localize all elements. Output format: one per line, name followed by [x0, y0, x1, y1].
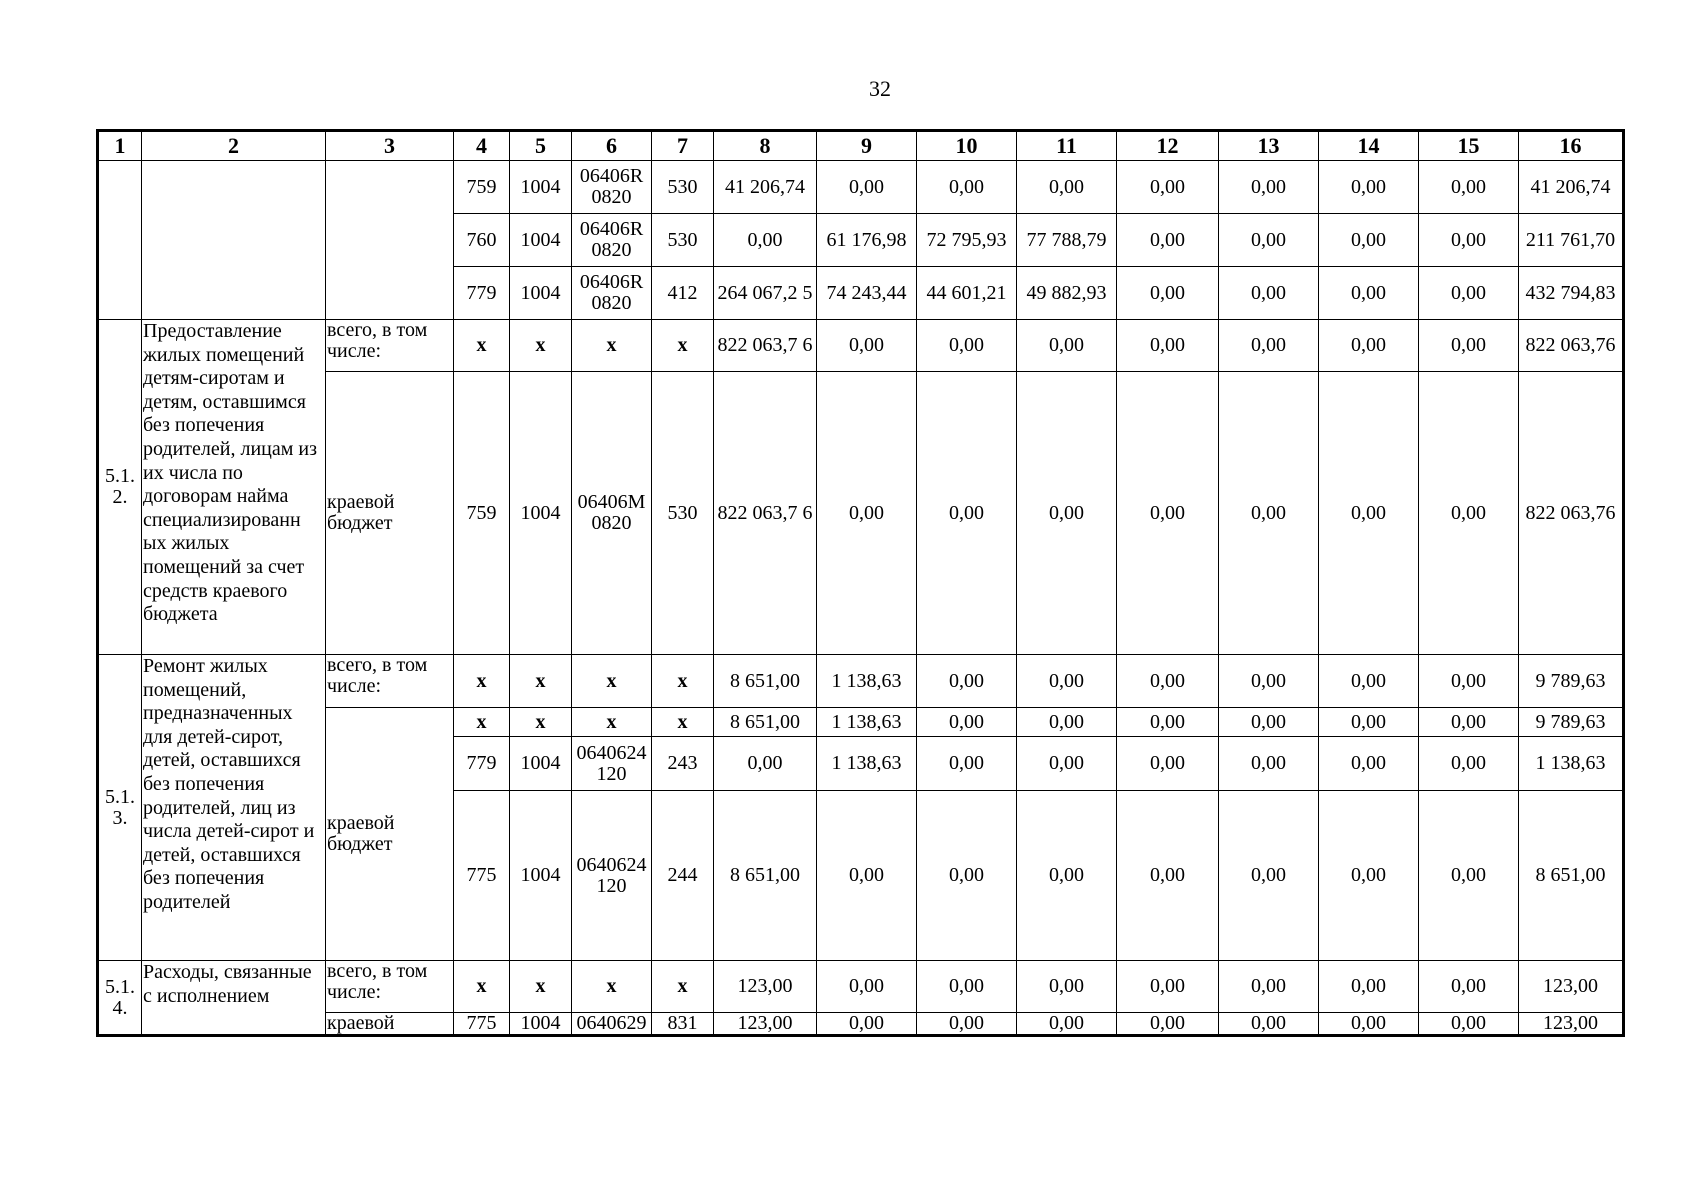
target-code: x — [572, 320, 652, 372]
section-code: 1004 — [510, 214, 572, 267]
value-cell: 0,00 — [1219, 791, 1319, 961]
value-cell: 0,00 — [1419, 708, 1519, 737]
value-cell: 264 067,2 5 — [714, 267, 817, 320]
value-cell: 0,00 — [1117, 961, 1219, 1013]
header-cell: 2 — [142, 131, 326, 161]
header-cell: 5 — [510, 131, 572, 161]
value-cell: 0,00 — [817, 961, 917, 1013]
value-cell: 1 138,63 — [817, 708, 917, 737]
value-cell: 0,00 — [1117, 320, 1219, 372]
value-cell: 0,00 — [1117, 372, 1219, 655]
value-cell: 123,00 — [714, 1013, 817, 1036]
value-cell: 0,00 — [1219, 708, 1319, 737]
header-cell: 10 — [917, 131, 1017, 161]
value-cell: 0,00 — [1219, 737, 1319, 791]
value-cell: 0,00 — [1017, 708, 1117, 737]
expense-type-code: 244 — [652, 791, 714, 961]
table-row — [98, 708, 1624, 737]
value-cell: 8 651,00 — [714, 791, 817, 961]
section-code: x — [510, 708, 572, 737]
expense-type-code: x — [652, 655, 714, 708]
table-row — [98, 655, 1624, 708]
measure-name: Ремонт жилых помещений, предназначенных для детей-сирот, детей, оставшихся без попечения родителей, лиц из числа детей-сирот и детей, оставшихся без попечения родителей — [142, 655, 326, 961]
header-cell: 6 — [572, 131, 652, 161]
section-code: 1004 — [510, 791, 572, 961]
value-cell: 0,00 — [1219, 961, 1319, 1013]
value-cell: 8 651,00 — [714, 708, 817, 737]
header-cell: 14 — [1319, 131, 1419, 161]
section-code: 1004 — [510, 161, 572, 214]
header-cell: 8 — [714, 131, 817, 161]
value-cell: 0,00 — [1219, 1013, 1319, 1036]
total-cell: 211 761,70 — [1519, 214, 1624, 267]
header-cell: 16 — [1519, 131, 1624, 161]
section-code: 1004 — [510, 372, 572, 655]
header-cell: 1 — [98, 131, 142, 161]
value-cell: 0,00 — [917, 708, 1017, 737]
value-cell: 0,00 — [1319, 161, 1419, 214]
value-cell: 0,00 — [917, 1013, 1017, 1036]
value-cell: 0,00 — [1419, 961, 1519, 1013]
target-code: 06406R 0820 — [572, 214, 652, 267]
value-cell: 0,00 — [1017, 161, 1117, 214]
value-cell: 0,00 — [817, 372, 917, 655]
expense-type-code: x — [652, 961, 714, 1013]
value-cell: 0,00 — [1117, 708, 1219, 737]
value-cell: 123,00 — [714, 961, 817, 1013]
value-cell: 0,00 — [714, 214, 817, 267]
funding-source: всего, в том числе: — [326, 320, 454, 372]
funding-source: всего, в том числе: — [326, 655, 454, 708]
value-cell: 0,00 — [917, 320, 1017, 372]
funding-source — [326, 161, 454, 320]
value-cell: 0,00 — [917, 961, 1017, 1013]
value-cell: 0,00 — [1017, 372, 1117, 655]
value-cell: 0,00 — [1219, 214, 1319, 267]
value-cell: 41 206,74 — [714, 161, 817, 214]
value-cell: 0,00 — [817, 320, 917, 372]
value-cell: 0,00 — [1017, 961, 1117, 1013]
expense-type-code: 412 — [652, 267, 714, 320]
value-cell: 0,00 — [714, 737, 817, 791]
funding-source: краевой бюджет — [326, 372, 454, 655]
value-cell: 1 138,63 — [817, 737, 917, 791]
header-cell: 11 — [1017, 131, 1117, 161]
value-cell: 0,00 — [1319, 214, 1419, 267]
measure-name: Предоставление жилых помещений детям-сиротам и детям, оставшимся без попечения родителей, лицам из их числа по договорам найма специализированн ых жилых помещений за счет средств краевого бюджета — [142, 320, 326, 655]
page-number: 32 — [869, 76, 891, 101]
value-cell: 0,00 — [1017, 1013, 1117, 1036]
value-cell: 0,00 — [1117, 737, 1219, 791]
value-cell: 0,00 — [917, 161, 1017, 214]
value-cell: 0,00 — [1319, 1013, 1419, 1036]
value-cell: 72 795,93 — [917, 214, 1017, 267]
section-code: 1004 — [510, 737, 572, 791]
value-cell: 0,00 — [1117, 1013, 1219, 1036]
value-cell: 0,00 — [1219, 320, 1319, 372]
funding-source: всего, в том числе: — [326, 961, 454, 1013]
section-code: x — [510, 655, 572, 708]
value-cell: 0,00 — [1319, 372, 1419, 655]
measure-name — [142, 161, 326, 320]
expense-type-code: 243 — [652, 737, 714, 791]
value-cell: 0,00 — [1117, 161, 1219, 214]
header-cell: 13 — [1219, 131, 1319, 161]
target-code: x — [572, 708, 652, 737]
expense-type-code: 530 — [652, 214, 714, 267]
value-cell: 0,00 — [1319, 655, 1419, 708]
header-cell: 15 — [1419, 131, 1519, 161]
value-cell: 49 882,93 — [1017, 267, 1117, 320]
value-cell: 0,00 — [1017, 320, 1117, 372]
total-cell: 8 651,00 — [1519, 791, 1624, 961]
total-cell: 822 063,76 — [1519, 320, 1624, 372]
grbs-code: x — [454, 655, 510, 708]
total-cell: 9 789,63 — [1519, 655, 1624, 708]
value-cell: 0,00 — [917, 372, 1017, 655]
expense-type-code: x — [652, 708, 714, 737]
target-code: x — [572, 655, 652, 708]
grbs-code: 759 — [454, 161, 510, 214]
value-cell: 0,00 — [817, 791, 917, 961]
total-cell: 432 794,83 — [1519, 267, 1624, 320]
value-cell: 0,00 — [1017, 737, 1117, 791]
target-code: 0640629 — [572, 1013, 652, 1036]
value-cell: 0,00 — [917, 655, 1017, 708]
value-cell: 0,00 — [1319, 267, 1419, 320]
header-row — [98, 131, 1624, 161]
value-cell: 0,00 — [1419, 737, 1519, 791]
target-code: 06406M 0820 — [572, 372, 652, 655]
value-cell: 0,00 — [1419, 1013, 1519, 1036]
header-cell: 4 — [454, 131, 510, 161]
value-cell: 0,00 — [817, 161, 917, 214]
table-row — [98, 961, 1624, 1013]
target-code: 0640624 120 — [572, 737, 652, 791]
value-cell: 0,00 — [1117, 655, 1219, 708]
value-cell: 0,00 — [1219, 267, 1319, 320]
value-cell: 0,00 — [1319, 708, 1419, 737]
section-code: x — [510, 961, 572, 1013]
total-cell: 1 138,63 — [1519, 737, 1624, 791]
value-cell: 0,00 — [1419, 161, 1519, 214]
grbs-code: 760 — [454, 214, 510, 267]
value-cell: 0,00 — [817, 1013, 917, 1036]
total-cell: 9 789,63 — [1519, 708, 1624, 737]
value-cell: 0,00 — [1319, 737, 1419, 791]
value-cell: 0,00 — [917, 791, 1017, 961]
target-code: 0640624 120 — [572, 791, 652, 961]
grbs-code: x — [454, 961, 510, 1013]
value-cell: 8 651,00 — [714, 655, 817, 708]
header-cell: 7 — [652, 131, 714, 161]
value-cell: 74 243,44 — [817, 267, 917, 320]
target-code: x — [572, 961, 652, 1013]
value-cell: 61 176,98 — [817, 214, 917, 267]
value-cell: 0,00 — [917, 737, 1017, 791]
table-row — [98, 161, 1624, 214]
value-cell: 77 788,79 — [1017, 214, 1117, 267]
value-cell: 0,00 — [1219, 655, 1319, 708]
section-code: 1004 — [510, 267, 572, 320]
grbs-code: 759 — [454, 372, 510, 655]
value-cell: 822 063,7 6 — [714, 372, 817, 655]
header-cell: 3 — [326, 131, 454, 161]
value-cell: 0,00 — [1419, 791, 1519, 961]
value-cell: 0,00 — [1017, 655, 1117, 708]
value-cell: 0,00 — [1419, 267, 1519, 320]
value-cell: 0,00 — [1419, 655, 1519, 708]
grbs-code: 775 — [454, 791, 510, 961]
grbs-code: 779 — [454, 267, 510, 320]
value-cell: 0,00 — [1219, 372, 1319, 655]
target-code: 06406R 0820 — [572, 267, 652, 320]
section-code: x — [510, 320, 572, 372]
total-cell: 123,00 — [1519, 961, 1624, 1013]
total-cell: 822 063,76 — [1519, 372, 1624, 655]
section-number: 5.1. 2. — [98, 320, 142, 655]
value-cell: 0,00 — [1319, 961, 1419, 1013]
value-cell: 0,00 — [1117, 791, 1219, 961]
header-cell: 9 — [817, 131, 917, 161]
section-number: 5.1. 3. — [98, 655, 142, 961]
target-code: 06406R 0820 — [572, 161, 652, 214]
table-row — [98, 1013, 1624, 1036]
value-cell: 0,00 — [1319, 320, 1419, 372]
expense-type-code: x — [652, 320, 714, 372]
header-cell: 12 — [1117, 131, 1219, 161]
budget-table — [96, 129, 1625, 1037]
section-code: 1004 — [510, 1013, 572, 1036]
value-cell: 0,00 — [1319, 791, 1419, 961]
value-cell: 0,00 — [1117, 214, 1219, 267]
grbs-code: x — [454, 320, 510, 372]
table-row — [98, 372, 1624, 655]
value-cell: 0,00 — [1219, 161, 1319, 214]
measure-name: Расходы, связанные с исполнением — [142, 961, 326, 1036]
value-cell: 0,00 — [1419, 320, 1519, 372]
value-cell: 0,00 — [1419, 372, 1519, 655]
funding-source: краевой бюджет — [326, 708, 454, 961]
expense-type-code: 831 — [652, 1013, 714, 1036]
total-cell: 41 206,74 — [1519, 161, 1624, 214]
value-cell: 0,00 — [1419, 214, 1519, 267]
grbs-code: x — [454, 708, 510, 737]
section-number: 5.1. 4. — [98, 961, 142, 1036]
grbs-code: 779 — [454, 737, 510, 791]
funding-source: краевой — [326, 1013, 454, 1036]
value-cell: 0,00 — [1017, 791, 1117, 961]
total-cell: 123,00 — [1519, 1013, 1624, 1036]
section-number — [98, 161, 142, 320]
value-cell: 0,00 — [1117, 267, 1219, 320]
expense-type-code: 530 — [652, 372, 714, 655]
value-cell: 44 601,21 — [917, 267, 1017, 320]
value-cell: 1 138,63 — [817, 655, 917, 708]
expense-type-code: 530 — [652, 161, 714, 214]
table-row — [98, 320, 1624, 372]
grbs-code: 775 — [454, 1013, 510, 1036]
value-cell: 822 063,7 6 — [714, 320, 817, 372]
